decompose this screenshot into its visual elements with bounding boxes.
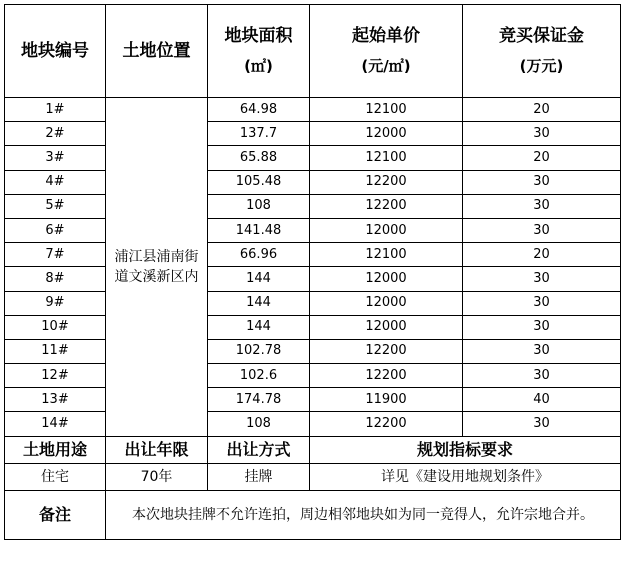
- deposit-cell: 40: [463, 388, 621, 412]
- header-location: 土地位置: [106, 5, 208, 98]
- price-cell: 12000: [310, 267, 463, 291]
- lot-no-cell: 1#: [5, 98, 106, 122]
- table-row: [5, 98, 621, 122]
- header-price: [310, 5, 463, 98]
- deposit-cell: 30: [463, 339, 621, 363]
- table-row: [5, 146, 621, 170]
- note-row: [5, 490, 621, 539]
- header-requirements: 规划指标要求: [310, 436, 621, 463]
- header-deposit-unit: (万元): [519, 57, 564, 75]
- area-cell: 102.78: [208, 339, 310, 363]
- area-cell: 64.98: [208, 98, 310, 122]
- land-auction-table: [4, 4, 621, 540]
- note-text: 本次地块挂牌不允许连拍，周边相邻地块如为同一竞得人，允许宗地合并。: [106, 490, 621, 539]
- price-cell: 12200: [310, 194, 463, 218]
- area-cell: 108: [208, 194, 310, 218]
- price-cell: 12000: [310, 291, 463, 315]
- deposit-cell: 30: [463, 194, 621, 218]
- deposit-cell: 20: [463, 243, 621, 267]
- table-row: [5, 218, 621, 242]
- requirements-value: 详见《建设用地规划条件》: [310, 463, 621, 490]
- lot-no-cell: 6#: [5, 218, 106, 242]
- area-cell: 144: [208, 291, 310, 315]
- price-cell: 12100: [310, 98, 463, 122]
- price-cell: 12000: [310, 315, 463, 339]
- price-cell: 12000: [310, 218, 463, 242]
- area-cell: 141.48: [208, 218, 310, 242]
- header-price-label: 起始单价: [352, 26, 420, 46]
- note-label: 备注: [5, 490, 106, 539]
- area-cell: 105.48: [208, 170, 310, 194]
- method-value: 挂牌: [208, 463, 310, 490]
- price-cell: 12200: [310, 170, 463, 194]
- deposit-cell: 30: [463, 218, 621, 242]
- table-row: [5, 291, 621, 315]
- lot-no-cell: 5#: [5, 194, 106, 218]
- header-area: [208, 5, 310, 98]
- lot-no-cell: 8#: [5, 267, 106, 291]
- land-use-value: 住宅: [5, 463, 106, 490]
- table-row: [5, 267, 621, 291]
- header-term: 出让年限: [106, 436, 208, 463]
- lot-no-cell: 7#: [5, 243, 106, 267]
- deposit-cell: 30: [463, 315, 621, 339]
- lot-no-cell: 14#: [5, 412, 106, 436]
- header-method: 出让方式: [208, 436, 310, 463]
- header-lot-no: 地块编号: [5, 5, 106, 98]
- area-cell: 144: [208, 315, 310, 339]
- lot-no-cell: 11#: [5, 339, 106, 363]
- area-cell: 137.7: [208, 122, 310, 146]
- table-row: [5, 315, 621, 339]
- table-row: [5, 388, 621, 412]
- price-cell: 12200: [310, 339, 463, 363]
- price-cell: 12200: [310, 364, 463, 388]
- lot-no-cell: 2#: [5, 122, 106, 146]
- deposit-cell: 30: [463, 291, 621, 315]
- header-land-use: 土地用途: [5, 436, 106, 463]
- area-cell: 102.6: [208, 364, 310, 388]
- lot-no-cell: 13#: [5, 388, 106, 412]
- mid-header-row: [5, 436, 621, 463]
- lot-no-cell: 9#: [5, 291, 106, 315]
- term-value: 70年: [106, 463, 208, 490]
- price-cell: 12200: [310, 412, 463, 436]
- table-row: [5, 170, 621, 194]
- use-row: [5, 463, 621, 490]
- table-row: [5, 364, 621, 388]
- deposit-cell: 30: [463, 122, 621, 146]
- area-cell: 65.88: [208, 146, 310, 170]
- table-row: [5, 122, 621, 146]
- land-auction-table-container: [4, 4, 620, 540]
- deposit-cell: 30: [463, 267, 621, 291]
- table-row: [5, 194, 621, 218]
- header-deposit-label: 竞买保证金: [499, 26, 584, 46]
- header-area-unit: (㎡): [244, 57, 273, 75]
- deposit-cell: 20: [463, 98, 621, 122]
- price-cell: 12100: [310, 243, 463, 267]
- area-cell: 174.78: [208, 388, 310, 412]
- lot-no-cell: 10#: [5, 315, 106, 339]
- area-cell: 108: [208, 412, 310, 436]
- lot-no-cell: 4#: [5, 170, 106, 194]
- lot-no-cell: 3#: [5, 146, 106, 170]
- table-row: [5, 339, 621, 363]
- header-area-label: 地块面积: [224, 26, 293, 46]
- header-deposit: [463, 5, 621, 98]
- deposit-cell: 20: [463, 146, 621, 170]
- price-cell: 12000: [310, 122, 463, 146]
- price-cell: 11900: [310, 388, 463, 412]
- deposit-cell: 30: [463, 412, 621, 436]
- deposit-cell: 30: [463, 170, 621, 194]
- header-price-unit: (元/㎡): [361, 57, 411, 75]
- location-cell: 浦江县浦南街道文溪新区内: [106, 98, 208, 437]
- lot-no-cell: 12#: [5, 364, 106, 388]
- table-row: [5, 412, 621, 436]
- table-row: [5, 243, 621, 267]
- price-cell: 12100: [310, 146, 463, 170]
- area-cell: 66.96: [208, 243, 310, 267]
- deposit-cell: 30: [463, 364, 621, 388]
- area-cell: 144: [208, 267, 310, 291]
- header-row: [5, 5, 621, 98]
